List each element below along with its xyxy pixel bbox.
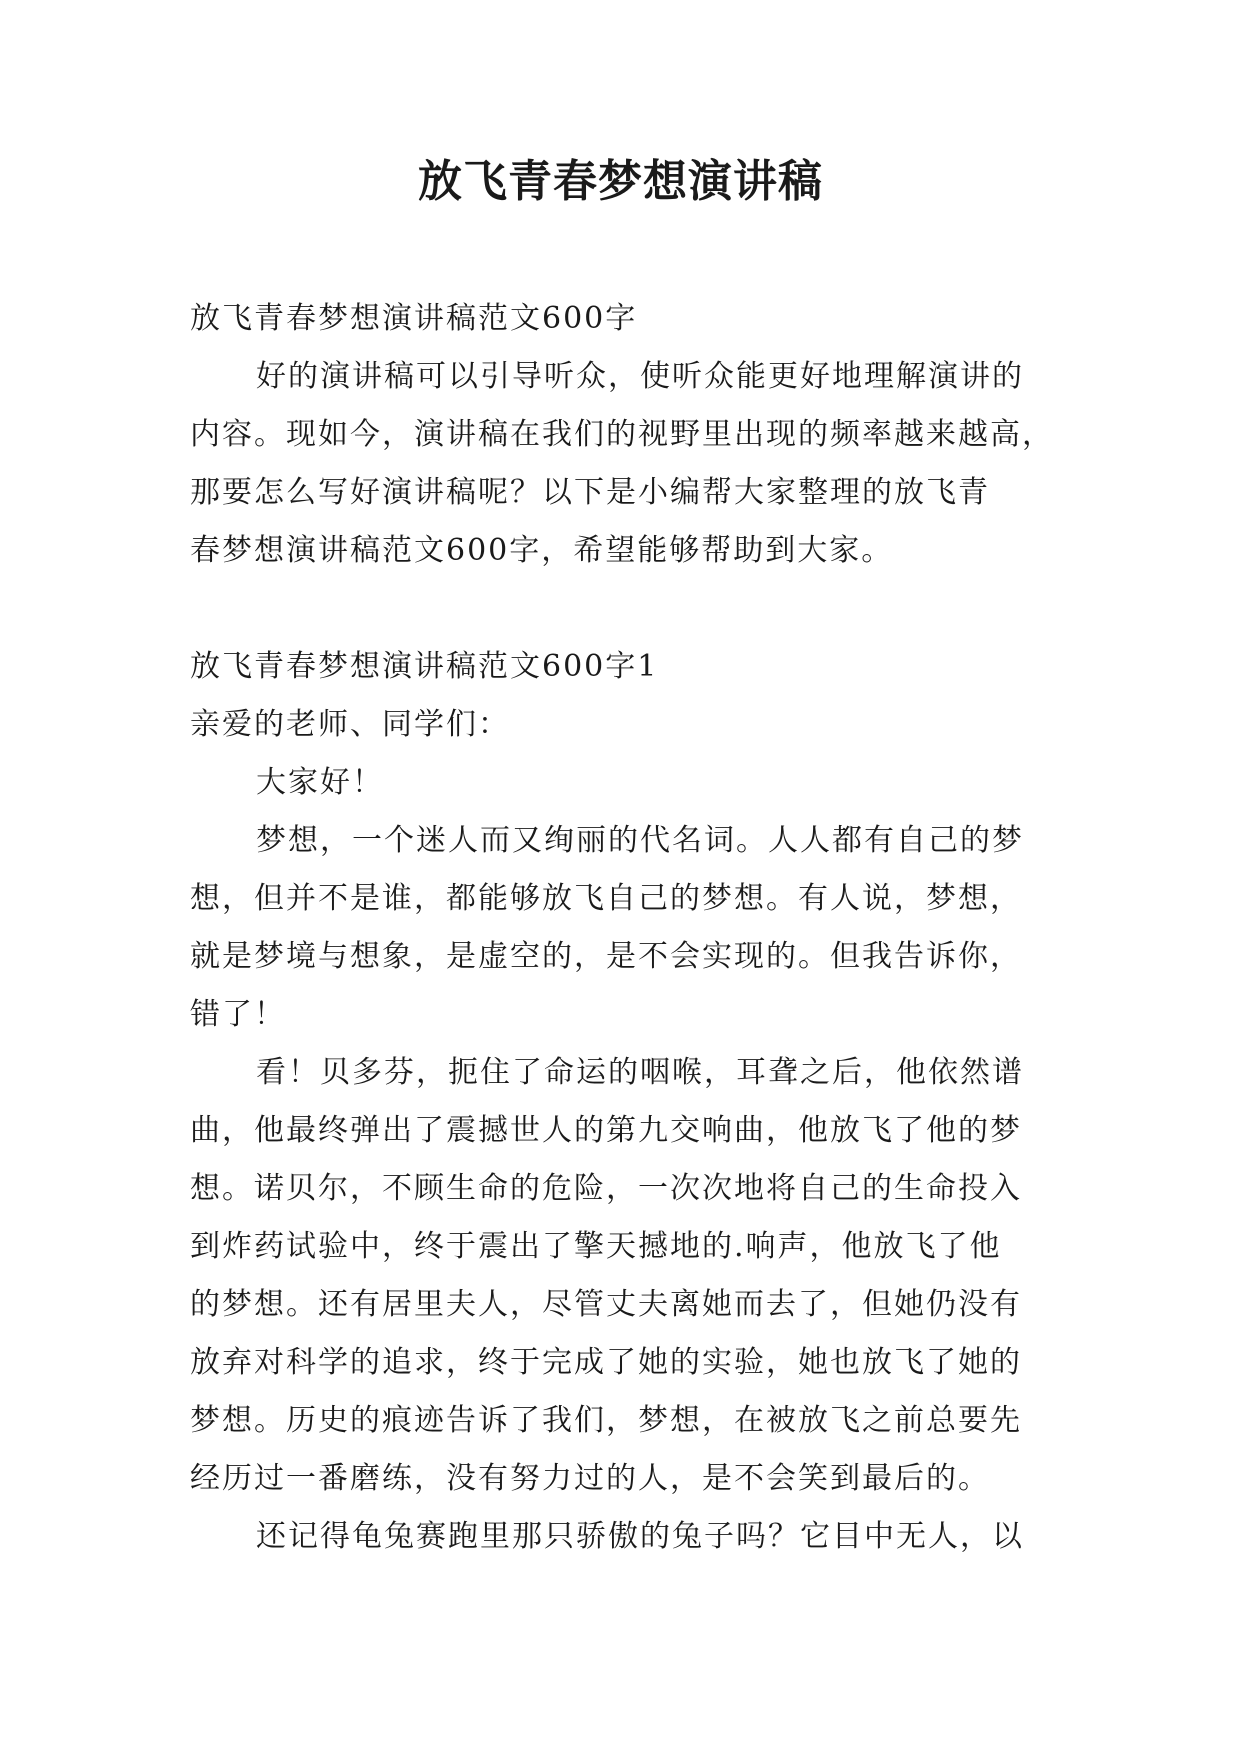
paragraph-line: 的梦想。还有居里夫人，尽管丈夫离她而去了，但她仍没有 <box>190 1287 1022 1322</box>
paragraph-dream <box>190 812 1070 1044</box>
paragraph-line: 就是梦境与想象，是虚空的，是不会实现的。但我告诉你， <box>190 939 1022 974</box>
paragraph-line: 想，但并不是谁，都能够放飞自己的梦想。有人说，梦想， <box>190 881 1022 916</box>
paragraph-line: 放弃对科学的追求，终于完成了她的实验，她也放飞了她的 <box>190 1345 1022 1380</box>
paragraph-line: 内容。现如今，演讲稿在我们的视野里出现的频率越来越高， <box>190 417 1054 452</box>
greeting: 大家好！ <box>256 765 384 800</box>
paragraph-line: 还记得龟兔赛跑里那只骄傲的兔子吗？它目中无人，以 <box>256 1519 1024 1554</box>
paragraph-line: 错了！ <box>190 997 286 1032</box>
paragraph-line: 那要怎么写好演讲稿呢？以下是小编帮大家整理的放飞青 <box>190 475 990 510</box>
paragraph-line: 好的演讲稿可以引导听众，使听众能更好地理解演讲的 <box>256 359 1024 394</box>
salutation: 亲爱的老师、同学们： <box>190 707 510 742</box>
paragraph-line: 看！贝多芬，扼住了命运的咽喉，耳聋之后，他依然谱 <box>256 1055 1024 1090</box>
section-heading: 放飞青春梦想演讲稿范文600字1 <box>190 649 659 684</box>
intro-paragraph <box>190 348 1070 580</box>
paragraph-line: 曲，他最终弹出了震撼世人的第九交响曲，他放飞了他的梦 <box>190 1113 1022 1148</box>
blank-line <box>190 580 1070 638</box>
paragraph-examples <box>190 1044 1070 1508</box>
paragraph-line: 梦想，一个迷人而又绚丽的代名词。人人都有自己的梦 <box>256 823 1024 858</box>
document-body <box>190 290 1070 1566</box>
paragraph-line: 梦想。历史的痕迹告诉了我们，梦想，在被放飞之前总要先 <box>190 1403 1022 1438</box>
paragraph-line: 到炸药试验中，终于震出了擎天撼地的.响声，他放飞了他 <box>190 1229 1002 1264</box>
paragraph-tortoise-hare <box>190 1508 1070 1566</box>
paragraph-line: 想。诺贝尔，不顾生命的危险，一次次地将自己的生命投入 <box>190 1171 1022 1206</box>
paragraph-line: 春梦想演讲稿范文600字，希望能够帮助到大家。 <box>190 533 894 568</box>
paragraph-line: 经历过一番磨练，没有努力过的人，是不会笑到最后的。 <box>190 1461 990 1496</box>
document-title: 放飞青春梦想演讲稿 <box>418 156 823 207</box>
subtitle: 放飞青春梦想演讲稿范文600字 <box>190 301 638 336</box>
